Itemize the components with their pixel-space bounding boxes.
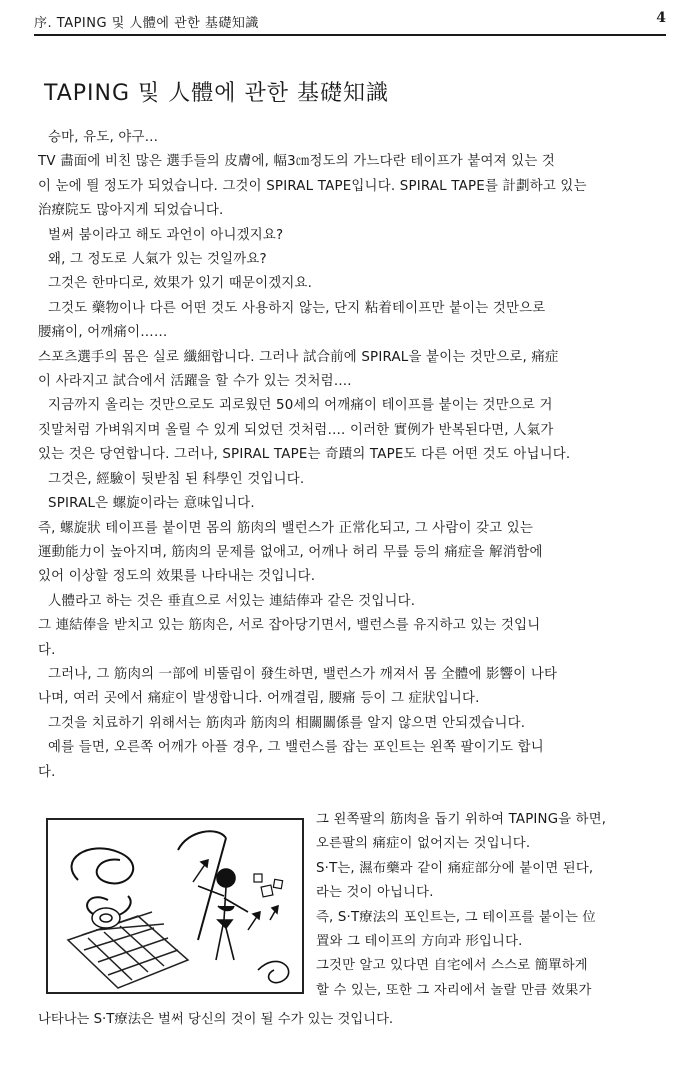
closing-line: 나타나는 S·T療法은 벌써 당신의 것이 될 수가 있는 것입니다. (38, 1012, 394, 1027)
paragraph: S·T는, 濕布藥과 같이 痛症部分에 붙이면 된다, 라는 것이 아닙니다. (316, 860, 594, 901)
paragraph: 스포츠選手의 몸은 실로 纖細합니다. 그러나 試合前에 SPIRAL을 붙이는 것만으로, 痛症 이 사라지고 試合에서 活躍을 할 수가 있는 것처럼…. (38, 349, 559, 390)
paragraph: 승마, 유도, 야구… (48, 130, 159, 145)
paragraph: 그것을 치료하기 위해서는 筋肉과 筋肉의 相關關係를 알지 않으면 안되겠습니다. (48, 715, 526, 731)
paragraph: 그것은 한마디로, 效果가 있기 때문이겠지요. (48, 276, 313, 292)
page-number: 4 (656, 10, 666, 26)
paragraph: 그러나, 그 筋肉의 一部에 비뚤림이 發生하면, 밸런스가 깨져서 몸 全體에 影響이 나타 나며, 여러 곳에서 痛症이 발생합니다. 어깨결림, 腰痛 등이 그 症狀입니다. (38, 666, 558, 707)
paragraph: 그것만 알고 있다면 自宅에서 스스로 簡單하게 할 수 있는, 또한 그 자리에서 놀랄 만큼 效果가 (316, 958, 592, 998)
running-head: 序. TAPING 및 人體에 관한 基礎知識 (34, 16, 259, 31)
paragraph: TV 畵面에 비친 많은 選手들의 皮膚에, 幅3㎝정도의 가느다란 테이프가 붙여져 있는 것 이 눈에 띌 정도가 되었습니다. 그것이 SPIRAL TAPE입니다. SPIRAL TAPE를 計劃하고 있는 治療院도 많아지게 되었습니다. (38, 154, 587, 219)
figure-side-text (316, 808, 664, 1003)
paragraph: 그 連結俸을 받치고 있는 筋肉은, 서로 잡아당기면서, 밸런스를 유지하고 있는 것입니 다. (38, 618, 541, 658)
body-text (38, 126, 664, 785)
paragraph: 그것은, 經驗이 뒷받침 된 科學인 것입니다. (48, 471, 305, 487)
paragraph: 人體라고 하는 것은 垂直으로 서있는 連結俸과 같은 것입니다. (48, 593, 416, 609)
paragraph: 그 왼쪽팔의 筋肉을 돕기 위하여 TAPING을 하면, 오른팔의 痛症이 없어지는 것입니다. (316, 812, 607, 852)
paragraph: 벌써 붐이라고 해도 과언이 아니겠지요? (48, 227, 284, 243)
paragraph: 그것도 藥物이나 다른 어떤 것도 사용하지 않는, 단지 粘着테이프만 붙이는 것만으로 腰痛이, 어깨痛이…… (38, 300, 546, 341)
paragraph: SPIRAL은 螺旋이라는 意味입니다. (48, 496, 255, 512)
page-header (34, 8, 666, 34)
paragraph: 왜, 그 정도로 人氣가 있는 것일까요? (48, 252, 267, 268)
paragraph: 즉, S·T療法의 포인트는, 그 테이프를 붙이는 位 置와 그 테이프의 方向과 形입니다. (316, 909, 596, 950)
header-rule (34, 34, 666, 36)
paragraph: 예를 들면, 오른쪽 어깨가 아플 경우, 그 밸런스를 잡는 포인트는 왼쪽 팔이기도 합니 다. (38, 740, 544, 780)
illustration-figure (46, 818, 304, 994)
section-title: TAPING 및 人體에 관한 基礎知識 (44, 81, 390, 106)
paragraph: 즉, 螺旋狀 테이프를 붙이면 몸의 筋肉의 밸런스가 正常化되고, 그 사람이 갖고 있는 運動能力이 높아지며, 筋肉의 문제를 없애고, 어깨나 허리 무릎 등의 痛症을 解消함에 있어 이상할 정도의 效果를 나타내는 것입니다. (38, 520, 543, 585)
illustration-woman-with-tape-ribbon-icon (48, 820, 302, 992)
paragraph: 지금까지 올리는 것만으로도 괴로웠던 50세의 어깨痛이 테이프를 붙이는 것만으로 거 짓말처럼 가벼워지며 올릴 수 있게 되었던 것처럼…. 이러한 實例가 반복된다면, 人氣가 있는 것은 당연합니다. 그러나, SPIRAL TAPE는 奇蹟의 TAPE도 다른 어떤 것도 아닙니다. (38, 398, 571, 463)
